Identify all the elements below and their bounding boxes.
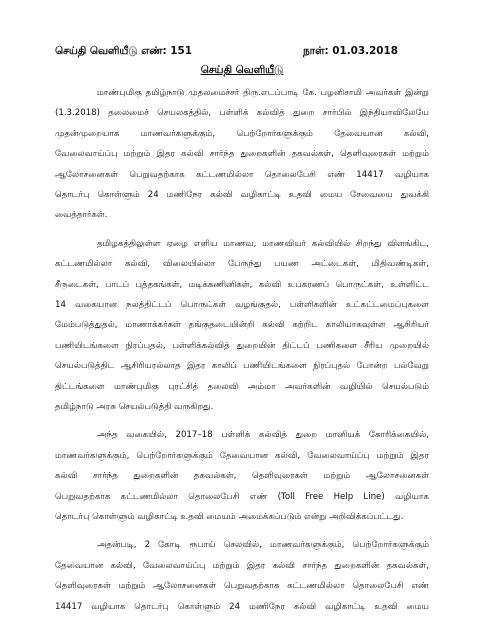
paragraph-line: சீருடைகள், பாடப் புத்தகங்கள், மடிக்கணினிகள், கல்வி உபகரணப் பொருட்கள், உள்ளிட்ட xyxy=(55,280,429,290)
paragraph-line: வைத்தார்கள். xyxy=(55,210,108,220)
paragraph-line: பணியிடங்களை நிரப்புதல், பள்ளிக்கல்வித் துறையின் திட்டப் பணிகளை சீரிய முறையில் xyxy=(55,341,429,351)
paragraph-line: அதன்படி, 2 கோடி ரூபாய் செலவில், மாணவர்களுக்கும், பெற்றோர்களுக்கும் xyxy=(97,540,429,550)
paragraph-line: தெளிவுரைகள் மற்றும் ஆலோசனைகள் பெறுவதற்காக கட்டணமில்லா தொலைபேசி எண் xyxy=(55,581,429,591)
paragraph-line: மேம்படுத்துதல், மாணாக்கர்கள் தங்குதடையின்றி கல்வி கற்றிட காலியாகவுள்ள ஆசிரியர் xyxy=(55,320,429,330)
paragraph-line: (1.3.2018) தலைமைச் செயலகத்தில், பள்ளிக் கல்வித் துறை சார்பில் இந்தியாவிலேயே xyxy=(55,108,429,118)
paragraph-line: கட்டணமில்லா கல்வி, விலையில்லா பேருந்து பயண அட்டைகள், மிதிவண்டிகள், xyxy=(55,259,429,269)
paragraph-line: முதன்முறையாக மாணவர்களுக்கும், பெற்றோர்களுக்கும் தேவையான கல்வி, xyxy=(55,129,429,139)
paragraph-line: ஆலோசனைகள் பெறுவதற்காக கட்டணமில்லா தொலைபேசி எண் 14417 வழியாக xyxy=(55,170,429,180)
page-title: செய்தி வெளியீடு xyxy=(200,64,284,76)
header-row xyxy=(55,45,398,59)
paragraph-line: மாண்புமிகு தமிழ்நாடு முதலமைச்சர் திரு.எடப்பாடி கே. பழனிசாமி அவர்கள் இன்று xyxy=(97,88,429,98)
paragraph-line: வேலைவாய்ப்பு மற்றும் இதர கல்வி சார்ந்த துறைகளின் தகவல்கள், தெளிவுரைகள் மற்றும் xyxy=(55,149,429,159)
paragraph-line: செயல்படுத்திட ஆசிரியரல்லாத இதர காலிப் பணியிடங்களை நிரப்புதல் போன்ற பல்வேறு xyxy=(55,361,429,371)
paragraph-line: தமிழ்நாடு அரசு செயல்படுத்தி வருகிறது. xyxy=(55,402,214,412)
release-date: நாள்: 01.03.2018 xyxy=(303,45,398,57)
paragraph-line: கல்வி சார்ந்த துறைகளின் தகவல்கள், தெளிவுரைகள் மற்றும் ஆலோசனைகள் xyxy=(55,471,429,481)
release-number: செய்தி வெளியீடு எண்: 151 xyxy=(55,45,192,57)
paragraph-line: தமிழகத்திலுள்ள ஏழை எளிய மாணவ, மாணவியர் கல்வியில் சிறந்து விளங்கிட, xyxy=(97,239,429,249)
paragraph-line: அந்த வகையில், 2017–18 பள்ளிக் கல்வித் துறை மானியக் கோரிக்கையில், xyxy=(97,430,429,440)
paragraph-line: 14 வகையான நலத்திட்டப் பொருட்கள் வழங்குதல், பள்ளிகளின் உட்கட்டமைப்புகளை xyxy=(55,300,429,310)
paragraph-line: தேவையான கல்வி, வேலைவாய்ப்பு மற்றும் இதர கல்வி சார்ந்த துறைகளின் தகவல்கள், xyxy=(55,561,429,571)
paragraph-line: தொடர்பு கொள்ளும் வழிகாட்டி உதவி மையம் அமைக்கப்படும் என்று அறிவிக்கப்பட்டது. xyxy=(55,512,404,522)
paragraph-line: 14417 வழியாக தொடர்பு கொள்ளும் 24 மணிநேர கல்வி வழிகாட்டி உதவி மைய xyxy=(55,602,429,612)
paragraph-line: பெறுவதற்காக கட்டணமில்லா தொலைபேசி எண் (Toll Free Help Line) வழியாக xyxy=(55,492,429,502)
paragraph-line: தொடர்பு கொள்ளும் 24 மணிநேர கல்வி வழிகாட்டி உதவி மைய சேவையை துவக்கி xyxy=(55,190,429,200)
paragraph-line: மாணவர்களுக்கும், பெற்றோர்களுக்கும் தேவையான கல்வி, வேலைவாய்ப்பு மற்றும் இதர xyxy=(55,451,429,461)
paragraph-line: திட்டங்களை மாண்புமிகு புரட்சித் தலைவி அம்மா அவர்களின் வழியில் செயல்படும் xyxy=(55,382,429,392)
